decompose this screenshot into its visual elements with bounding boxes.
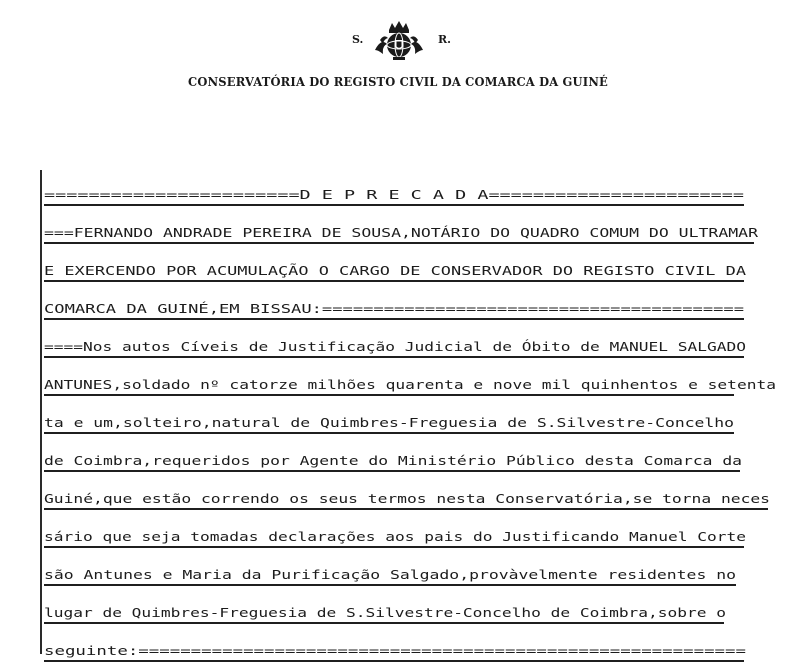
document-line-text: =======================D E P R E C A D A======================= <box>44 188 744 202</box>
document-line <box>44 360 796 396</box>
line-underline <box>44 280 744 282</box>
document-line-text: ANTUNES,soldado nº catorze milhões quarenta e nove mil quinhentos e setenta <box>44 378 776 392</box>
line-underline <box>44 546 744 548</box>
line-underline <box>44 318 744 320</box>
document-line <box>44 246 796 282</box>
line-underline <box>44 242 754 244</box>
document-line-text: E EXERCENDO POR ACUMULAÇÃO O CARGO DE CONSERVADOR DO REGISTO CIVIL DA <box>44 264 746 278</box>
document-line <box>44 550 796 586</box>
line-underline <box>44 622 724 624</box>
coat-of-arms-emblem <box>371 20 427 62</box>
document-line <box>44 512 796 548</box>
document-line-text: sário que seja tomadas declarações aos pais do Justificando Manuel Corte <box>44 530 746 544</box>
document-line <box>44 436 796 472</box>
document-line-text: lugar de Quimbres-Freguesia de S.Silvestre-Concelho de Coimbra,sobre o <box>44 606 726 620</box>
document-line-text: ====Nos autos Cíveis de Justificação Judicial de Óbito de MANUEL SALGADO <box>44 340 746 354</box>
document-line-text: ta e um,solteiro,natural de Quimbres-Freguesia de S.Silvestre-Concelho <box>44 416 734 430</box>
document-line <box>44 322 796 358</box>
line-underline <box>44 508 768 510</box>
document-line-text: ===FERNANDO ANDRADE PEREIRA DE SOUSA,NOTÁRIO DO QUADRO COMUM DO ULTRAMAR <box>44 226 758 240</box>
document-line <box>44 208 796 244</box>
letterhead-right-letter: R. <box>438 33 451 46</box>
letterhead-left-letter: S. <box>352 33 364 46</box>
document-line-text: seguinte:========================================================== <box>44 644 746 658</box>
line-underline <box>44 432 734 434</box>
line-underline <box>44 204 744 206</box>
line-underline <box>44 584 736 586</box>
office-title: CONSERVATÓRIA DO REGISTO CIVIL DA COMARCA DA GUINÉ <box>188 74 608 89</box>
document-line-text: de Coimbra,requeridos por Agente do Ministério Público desta Comarca da <box>44 454 742 468</box>
line-underline <box>44 356 744 358</box>
document-line <box>44 626 796 662</box>
document-line-text: COMARCA DA GUINÉ,EM BISSAU:========================================= <box>44 302 744 316</box>
document-line-text: Guiné,que estão correndo os seus termos nesta Conservatória,se torna neces <box>44 492 770 506</box>
line-underline <box>44 470 740 472</box>
letterhead <box>0 20 796 64</box>
document-line <box>44 474 796 510</box>
left-margin-rule <box>40 170 42 654</box>
line-underline <box>44 394 734 396</box>
document-line <box>44 588 796 624</box>
document-line <box>44 284 796 320</box>
document-line <box>44 398 796 434</box>
document-line-text: são Antunes e Maria da Purificação Salgado,provàvelmente residentes no <box>44 568 736 582</box>
document-line <box>44 170 796 206</box>
